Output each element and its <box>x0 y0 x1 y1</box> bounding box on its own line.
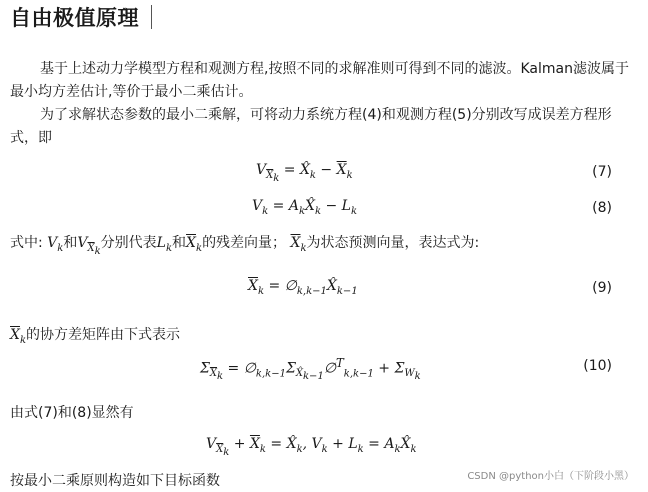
where-prefix: 式中: <box>10 235 43 251</box>
equation-7: $V_{\overline{X}_k}$ = $X̂_k - \overline{X}_k$ <box>256 162 353 184</box>
from-equations-line: 由式(7)和(8)显然有 <box>10 405 134 421</box>
equation-10: $\Sigma_{\overline{X}_k}$ = $\emptyset_{k,k-1}\Sigma_{X̂_{k-1}}\emptyset^T_{k,k-1} + \Sigma_{W_k}$ <box>200 356 421 383</box>
paragraph-1: 基于上述动力学模型方程和观测方程,按照不同的求解准则可得到不同的滤波。Kalman滤波属于最小均方差估计,等价于最小二乘估计。 <box>10 61 629 100</box>
watermark: CSDN @python小白（下阶段小黑） <box>467 471 634 482</box>
covariance-line: $\overline{X}_k$的协方差矩阵由下式表示 <box>10 327 181 346</box>
where-tail-2: 为状态预测向量，表达式为: <box>306 235 480 251</box>
combined-equation: $V_{\overline{X}_k} + \overline{X}_k$ = $X̂_k$, $V_k + L_k$ = $A_kX̂_k$ <box>206 436 417 458</box>
equation-number-10: (10) <box>583 358 612 374</box>
where-tail: 的残差向量； <box>202 235 287 251</box>
page-title: 自由极值原理 <box>10 6 139 30</box>
paragraph-2: 为了求解状态参数的最小二乘解，可将动力系统方程(4)和观测方程(5)分别改写成误差方程形式，即 <box>10 107 612 146</box>
text-cursor <box>151 5 152 29</box>
where-and-1: 和 <box>63 235 78 251</box>
covariance-text: 的协方差矩阵由下式表示 <box>26 327 181 343</box>
where-line: 式中: $V_k$和$V_{\overline{X}_k}$分别代表$L_k$和$\overline{X}_k$的残差向量； $\overline{X}_k$为状态预测向量，表达式为: <box>10 235 480 257</box>
equation-9: $\overline{X}_k$ = $\emptyset_{k,k-1}X̂_{k-1}$ <box>248 278 358 297</box>
equation-number-7: (7) <box>592 164 612 180</box>
where-mid: 分别代表 <box>100 235 157 251</box>
equation-8: $V_k$ = $A_kX̂_k - L_k$ <box>252 198 358 217</box>
equation-number-8: (8) <box>592 200 612 216</box>
last-line: 按最小二乘原则构造如下目标函数 <box>10 473 220 489</box>
where-and-2: 和 <box>172 235 187 251</box>
equation-number-9: (9) <box>592 280 612 296</box>
